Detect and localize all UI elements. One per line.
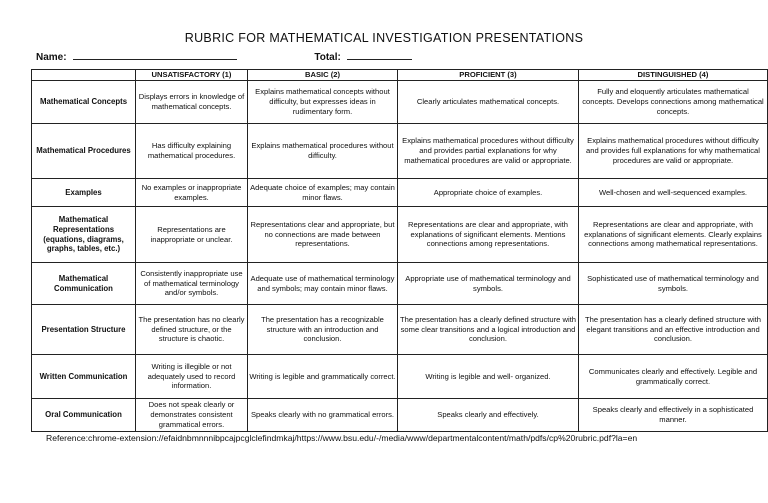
rubric-cell: Explains mathematical procedures without difficulty and provides partial explanations for why mathematical procedures are valid or appropriate. bbox=[398, 124, 579, 179]
header-cell-criterion bbox=[32, 70, 136, 81]
criterion-cell: Mathematical Communication bbox=[32, 263, 136, 305]
rubric-cell: Adequate use of mathematical terminology and symbols; may contain minor flaws. bbox=[248, 263, 398, 305]
rubric-cell: Representations are clear and appropriate, with explanations of significant elements. Clearly explains connections among mathematical representations. bbox=[579, 207, 768, 263]
criterion-cell: Mathematical Procedures bbox=[32, 124, 136, 179]
rubric-cell: Appropriate use of mathematical terminology and symbols. bbox=[398, 263, 579, 305]
rubric-cell: Writing is illegible or not adequately used to record information. bbox=[136, 355, 248, 399]
rubric-cell: Communicates clearly and effectively. Legible and grammatically correct. bbox=[579, 355, 768, 399]
total-blank-line bbox=[347, 50, 412, 60]
rubric-cell: Does not speak clearly or demonstrates consistent grammatical errors. bbox=[136, 399, 248, 432]
rubric-cell: Writing is legible and grammatically correct. bbox=[248, 355, 398, 399]
header-cell-distinguished: DISTINGUISHED (4) bbox=[579, 70, 768, 81]
criterion-cell: Mathematical Concepts bbox=[32, 81, 136, 124]
rubric-table bbox=[31, 69, 768, 432]
rubric-cell: Speaks clearly and effectively in a sophisticated manner. bbox=[579, 399, 768, 432]
rubric-cell: Explains mathematical concepts without difficulty, but expresses ideas in rudimentary form. bbox=[248, 81, 398, 124]
total-label: Total: bbox=[314, 52, 341, 63]
rubric-cell: Explains mathematical procedures without difficulty. bbox=[248, 124, 398, 179]
rubric-cell: Has difficulty explaining mathematical procedures. bbox=[136, 124, 248, 179]
criterion-cell: Oral Communication bbox=[32, 399, 136, 432]
rubric-cell: Consistently inappropriate use of mathematical terminology and/or symbols. bbox=[136, 263, 248, 305]
rubric-cell: The presentation has a clearly defined structure with elegant transitions and an effective introduction and conclusion. bbox=[579, 305, 768, 355]
rubric-cell: Fully and eloquently articulates mathematical concepts. Develops connections among mathematical concepts. bbox=[579, 81, 768, 124]
criterion-cell: Mathematical Representations (equations, diagrams, graphs, tables, etc.) bbox=[32, 207, 136, 263]
rubric-cell: Speaks clearly with no grammatical errors. bbox=[248, 399, 398, 432]
rubric-cell: Clearly articulates mathematical concepts. bbox=[398, 81, 579, 124]
table-row bbox=[32, 355, 768, 399]
table-row bbox=[32, 305, 768, 355]
rubric-cell: Representations are inappropriate or unclear. bbox=[136, 207, 248, 263]
rubric-cell: Explains mathematical procedures without difficulty and provides full explanations for why mathematical procedures are valid or appropriate. bbox=[579, 124, 768, 179]
rubric-cell: Speaks clearly and effectively. bbox=[398, 399, 579, 432]
rubric-cell: Representations are clear and appropriate, with explanations of significant elements. Mentions connections among representations. bbox=[398, 207, 579, 263]
table-row bbox=[32, 124, 768, 179]
rubric-cell: The presentation has no clearly defined structure, or the structure is chaotic. bbox=[136, 305, 248, 355]
rubric-cell: Adequate choice of examples; may contain minor flaws. bbox=[248, 179, 398, 207]
name-blank-line bbox=[73, 50, 237, 60]
criterion-cell: Written Communication bbox=[32, 355, 136, 399]
header-cell-proficient: PROFICIENT (3) bbox=[398, 70, 579, 81]
name-total-row bbox=[36, 50, 412, 63]
rubric-cell: The presentation has a clearly defined structure with some clear transitions and a logical introduction and conclusion. bbox=[398, 305, 579, 355]
name-label: Name: bbox=[36, 52, 67, 63]
rubric-cell: The presentation has a recognizable structure with an introduction and conclusion. bbox=[248, 305, 398, 355]
rubric-cell: Displays errors in knowledge of mathematical concepts. bbox=[136, 81, 248, 124]
page-title: RUBRIC FOR MATHEMATICAL INVESTIGATION PRESENTATIONS bbox=[184, 31, 584, 45]
reference-link-text: Reference:chrome-extension://efaidnbmnnnibpcajpcglclefindmkaj/https://www.bsu.edu/-/media/www/departmentalcontent/math/pdfs/cp%20rubric.pdf?la=en bbox=[46, 433, 638, 443]
rubric-cell: Representations clear and appropriate, but no connections are made between representations. bbox=[248, 207, 398, 263]
rubric-cell: Well-chosen and well-sequenced examples. bbox=[579, 179, 768, 207]
table-row bbox=[32, 81, 768, 124]
table-row bbox=[32, 399, 768, 432]
rubric-cell: Appropriate choice of examples. bbox=[398, 179, 579, 207]
criterion-cell: Examples bbox=[32, 179, 136, 207]
header-cell-basic: BASIC (2) bbox=[248, 70, 398, 81]
rubric-cell: Writing is legible and well- organized. bbox=[398, 355, 579, 399]
rubric-cell: No examples or inappropriate examples. bbox=[136, 179, 248, 207]
header-cell-unsatisfactory: UNSATISFACTORY (1) bbox=[136, 70, 248, 81]
header-row bbox=[32, 70, 768, 81]
table-row bbox=[32, 263, 768, 305]
rubric-cell: Sophisticated use of mathematical terminology and symbols. bbox=[579, 263, 768, 305]
table-row bbox=[32, 179, 768, 207]
table-row bbox=[32, 207, 768, 263]
criterion-cell: Presentation Structure bbox=[32, 305, 136, 355]
